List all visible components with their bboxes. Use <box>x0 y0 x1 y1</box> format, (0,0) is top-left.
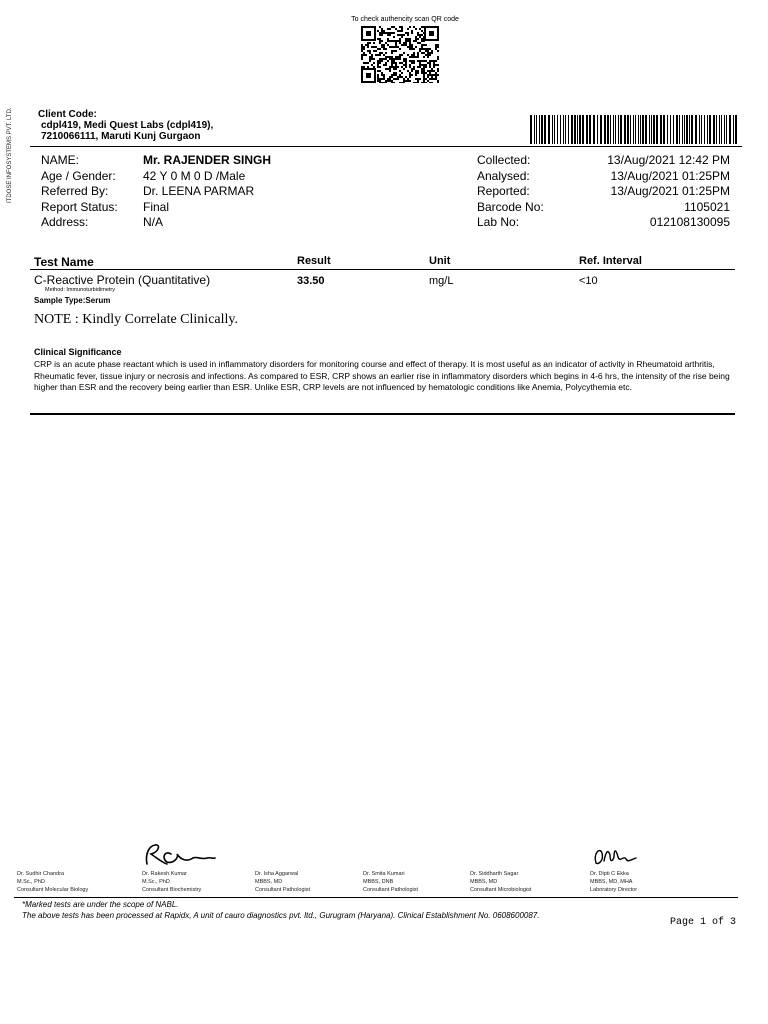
doctor-degree: MBBS, MD <box>470 879 498 885</box>
doctor-name: Dr. Rakesh Kumar <box>142 871 187 877</box>
doctor-1 <box>17 870 88 894</box>
test-name-cell: C-Reactive Protein (Quantitative) <box>34 273 211 287</box>
doctor-degree: MBBS, MD, MHA <box>590 879 633 885</box>
report-labels <box>477 153 544 231</box>
barcode-no-label: Barcode No: <box>477 199 544 214</box>
doctor-3 <box>255 870 310 894</box>
doctor-4 <box>363 870 418 894</box>
sample-type: Sample Type:Serum <box>34 296 111 305</box>
doctor-degree: MBBS, MD <box>255 879 283 885</box>
clinical-significance-heading: Clinical Significance <box>34 347 122 357</box>
address-label: Address: <box>41 215 89 229</box>
ref-interval-cell: <10 <box>579 275 598 287</box>
reported-value: 13/Aug/2021 01:25PM <box>610 184 730 198</box>
doctor-degree: MBBS, DNB <box>363 879 394 885</box>
collected-label: Collected: <box>477 153 531 167</box>
signature-rakesh-kumar <box>141 840 216 870</box>
patient-labels <box>41 153 118 231</box>
report-status-label: Report Status: <box>41 199 118 214</box>
patient-address: N/A <box>143 215 164 229</box>
barcode-no-value: 1105021 <box>684 199 730 214</box>
name-label: NAME: <box>41 153 80 167</box>
doctor-title: Consultant Microbiologist <box>470 887 532 893</box>
header-divider <box>30 146 742 147</box>
col-header-result: Result <box>297 255 331 267</box>
client-block <box>38 109 213 142</box>
unit-cell: mg/L <box>429 275 454 287</box>
doctor-title: Consultant Pathologist <box>363 887 419 893</box>
col-header-unit: Unit <box>429 255 451 267</box>
doctor-name: Dr. Siddharth Sagar <box>470 871 519 877</box>
correlation-note: NOTE : Kindly Correlate Clinically. <box>34 312 238 327</box>
doctor-name: Dr. Dipti C Ekka <box>590 871 629 877</box>
processing-lab-note: The above tests has been processed at Rapidx, A unit of cauro diagnostics pvt. ltd., Gurugram (Haryana). Clinical Establishment No. 0608600087. <box>22 911 540 920</box>
doctor-name: Dr. Isha Aggarwal <box>255 871 299 877</box>
lab-no-label: Lab No: <box>477 215 520 229</box>
patient-name: Mr. RAJENDER SINGH <box>143 153 272 167</box>
vendor-side-text: ITDOSE INFOSYSTEMS PVT. LTD. <box>7 107 13 203</box>
col-header-test-name: Test Name <box>34 255 94 269</box>
page-number: Page 1 of 3 <box>669 917 736 928</box>
doctor-6 <box>590 870 637 894</box>
referring-doctor: Dr. LEENA PARMAR <box>143 184 255 198</box>
analysed-label: Analysed: <box>477 168 530 183</box>
footer-divider <box>14 897 738 898</box>
client-code-label: Client Code: <box>38 109 97 120</box>
doctor-2 <box>142 870 201 894</box>
doctor-5 <box>470 870 531 894</box>
doctor-title: Consultant Pathologist <box>255 887 311 893</box>
doctor-title: Laboratory Director <box>590 887 638 893</box>
client-contact-line: 7210066111, Maruti Kunj Gurgaon <box>41 131 201 142</box>
result-cell: 33.50 <box>297 275 325 287</box>
doctor-degree: M.Sc., PhD <box>17 879 45 885</box>
qr-caption: To check authencity scan QR code <box>351 16 459 23</box>
doctor-degree: M.Sc., PhD <box>142 879 170 885</box>
clinical-significance-text: CRP is an acute phase reactant which is used in inflammatory disorders for monitoring course and effect of therapy. It is most useful as an indicator of activity in Rheumatoid arthritis, Rheumatic fever, tissue injury or necrosis and infections. As compared to ESR, CRP shows an earlier rise in inflammatory disorders which begins in 4-6 hrs, the intensity of the rise being higher than ESR and the recovery being earlier than ESR. Unlike ESR, CRP levels are not influenced by hematologic conditions like Anemia, Polycythemia etc. <box>34 359 730 392</box>
age-gender-label: Age / Gender: <box>41 168 116 183</box>
doctor-title: Consultant Biochemistry <box>142 887 202 893</box>
doctor-title: Consultant Molecular Biology <box>17 887 89 893</box>
reported-label: Reported: <box>477 184 530 198</box>
doctor-name: Dr. Sudhir Chandra <box>17 871 65 877</box>
doctor-name: Dr. Smita Kumari <box>363 871 405 877</box>
report-end-divider <box>30 413 735 415</box>
client-code-line: cdpl419, Medi Quest Labs (cdpl419), <box>41 120 214 131</box>
report-barcode <box>528 115 738 144</box>
collected-value: 13/Aug/2021 12:42 PM <box>607 153 730 167</box>
test-method: Method: Immunoturbidimetry <box>45 287 115 293</box>
table-header-divider <box>30 269 735 270</box>
signature-dipti-ekka <box>590 843 640 869</box>
qr-code[interactable] <box>361 26 439 83</box>
nabl-note: *Marked tests are under the scope of NABL. <box>22 900 179 909</box>
col-header-ref-interval: Ref. Interval <box>579 255 642 267</box>
patient-values <box>143 153 271 231</box>
patient-age-gender: 42 Y 0 M 0 D /Male <box>143 168 246 183</box>
lab-no-value: 012108130095 <box>649 215 730 229</box>
report-status: Final <box>143 199 170 214</box>
report-values <box>607 153 730 231</box>
analysed-value: 13/Aug/2021 01:25PM <box>610 168 730 183</box>
referred-by-label: Referred By: <box>41 184 109 198</box>
